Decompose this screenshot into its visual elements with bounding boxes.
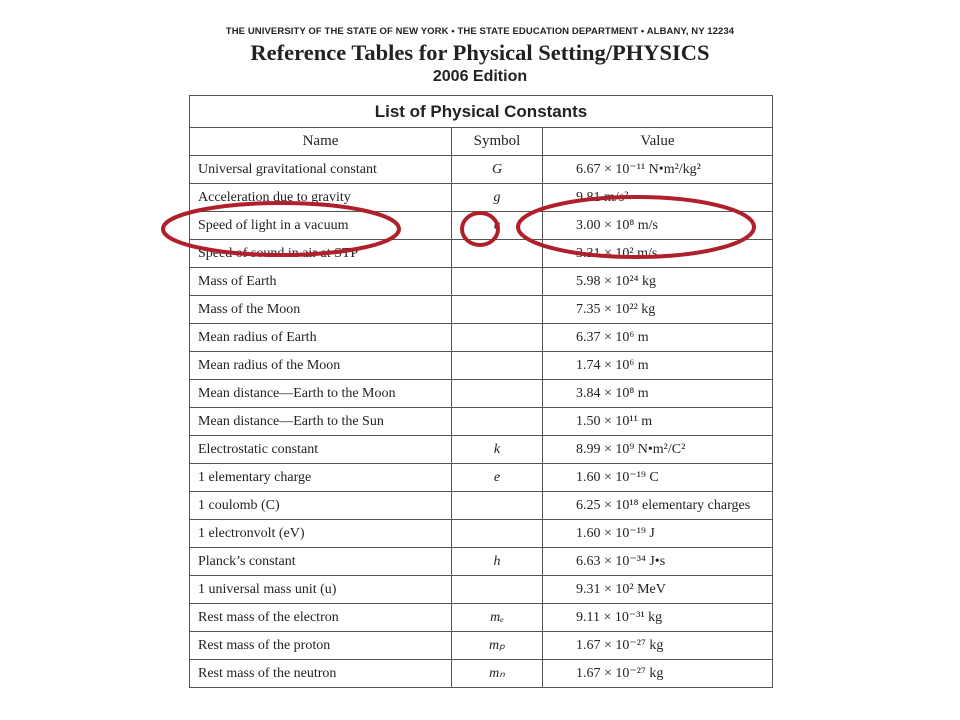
cell-name: 1 universal mass unit (u): [190, 576, 452, 604]
table-row: [190, 156, 773, 184]
cell-name: Mean radius of the Moon: [190, 352, 452, 380]
cell-symbol: mₚ: [452, 632, 543, 660]
cell-symbol: e: [452, 464, 543, 492]
table-row: [190, 632, 773, 660]
cell-symbol: [452, 576, 543, 604]
cell-name: 1 elementary charge: [190, 464, 452, 492]
table-row: [190, 576, 773, 604]
cell-symbol: [452, 408, 543, 436]
table-row: [190, 296, 773, 324]
cell-name: 1 electronvolt (eV): [190, 520, 452, 548]
column-header-symbol: Symbol: [452, 128, 543, 156]
cell-value: 6.37 × 10⁶ m: [543, 324, 773, 352]
cell-value: 5.98 × 10²⁴ kg: [543, 268, 773, 296]
cell-symbol: c: [452, 212, 543, 240]
cell-symbol: h: [452, 548, 543, 576]
cell-name: Rest mass of the electron: [190, 604, 452, 632]
table-row: [190, 548, 773, 576]
cell-name: Rest mass of the neutron: [190, 660, 452, 688]
cell-value: 1.60 × 10⁻¹⁹ C: [543, 464, 773, 492]
cell-symbol: G: [452, 156, 543, 184]
cell-name: Mean distance—Earth to the Sun: [190, 408, 452, 436]
cell-symbol: mₑ: [452, 604, 543, 632]
table-row: [190, 240, 773, 268]
table-row: [190, 492, 773, 520]
cell-value: 9.31 × 10² MeV: [543, 576, 773, 604]
cell-name: Universal gravitational constant: [190, 156, 452, 184]
cell-value: 3.84 × 10⁸ m: [543, 380, 773, 408]
cell-value: 3.00 × 10⁸ m/s: [543, 212, 773, 240]
table-row: [190, 268, 773, 296]
cell-value: 9.11 × 10⁻³¹ kg: [543, 604, 773, 632]
cell-symbol: [452, 240, 543, 268]
cell-value: 9.81 m/s²: [543, 184, 773, 212]
table-row: [190, 660, 773, 688]
header-edition: 2006 Edition: [432, 68, 528, 85]
cell-symbol: [452, 520, 543, 548]
cell-symbol: g: [452, 184, 543, 212]
cell-name: Electrostatic constant: [190, 436, 452, 464]
cell-name: Speed of light in a vacuum: [190, 212, 452, 240]
header-department: THE UNIVERSITY OF THE STATE OF NEW YORK • THE STATE EDUCATION DEPARTMENT • ALBANY, NY 12234: [225, 26, 735, 37]
cell-symbol: [452, 352, 543, 380]
cell-value: 1.67 × 10⁻²⁷ kg: [543, 632, 773, 660]
cell-value: 8.99 × 10⁹ N•m²/C²: [543, 436, 773, 464]
cell-value: 6.67 × 10⁻¹¹ N•m²/kg²: [543, 156, 773, 184]
table-row: [190, 436, 773, 464]
cell-symbol: mₙ: [452, 660, 543, 688]
column-header-value: Value: [543, 128, 773, 156]
cell-name: Rest mass of the proton: [190, 632, 452, 660]
table-row: [190, 352, 773, 380]
cell-value: 6.63 × 10⁻³⁴ J•s: [543, 548, 773, 576]
table-row: [190, 184, 773, 212]
table-row: [190, 324, 773, 352]
table-row: [190, 408, 773, 436]
cell-symbol: [452, 492, 543, 520]
cell-name: Mass of the Moon: [190, 296, 452, 324]
cell-symbol: k: [452, 436, 543, 464]
cell-value: 7.35 × 10²² kg: [543, 296, 773, 324]
cell-value: 6.25 × 10¹⁸ elementary charges: [543, 492, 773, 520]
table-row: [190, 604, 773, 632]
table-row: [190, 464, 773, 492]
cell-symbol: [452, 268, 543, 296]
cell-value: 3.31 × 10² m/s: [543, 240, 773, 268]
cell-name: Mean distance—Earth to the Moon: [190, 380, 452, 408]
table-row: [190, 520, 773, 548]
cell-symbol: [452, 296, 543, 324]
cell-name: Mean radius of Earth: [190, 324, 452, 352]
cell-value: 1.50 × 10¹¹ m: [543, 408, 773, 436]
table-row: [190, 212, 773, 240]
cell-name: 1 coulomb (C): [190, 492, 452, 520]
cell-symbol: [452, 324, 543, 352]
constants-table: [189, 95, 773, 688]
cell-value: 1.67 × 10⁻²⁷ kg: [543, 660, 773, 688]
table-row: [190, 380, 773, 408]
cell-name: Acceleration due to gravity: [190, 184, 452, 212]
cell-value: 1.74 × 10⁶ m: [543, 352, 773, 380]
cell-symbol: [452, 380, 543, 408]
cell-name: Mass of Earth: [190, 268, 452, 296]
cell-name: Speed of sound in air at STP: [190, 240, 452, 268]
table-caption: List of Physical Constants: [190, 96, 773, 128]
column-header-name: Name: [190, 128, 452, 156]
header-title: Reference Tables for Physical Setting/PHYSICS: [250, 40, 710, 65]
cell-value: 1.60 × 10⁻¹⁹ J: [543, 520, 773, 548]
cell-name: Planck’s constant: [190, 548, 452, 576]
